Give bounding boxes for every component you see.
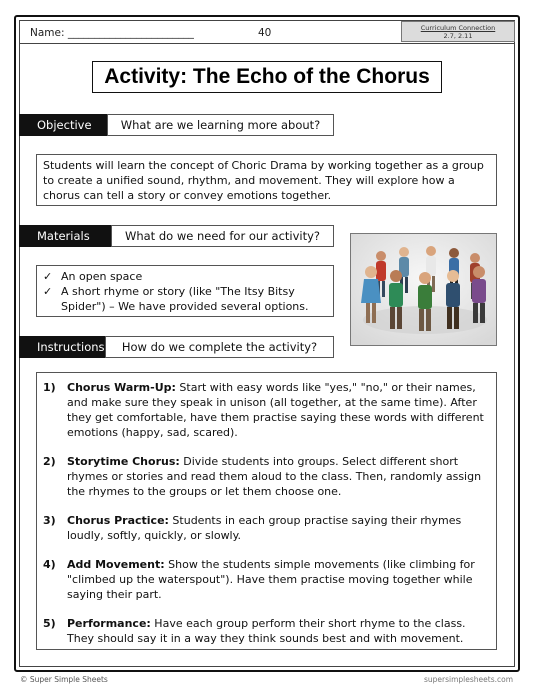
step-title: Storytime Chorus: <box>67 455 180 468</box>
step-text: Show the students simple movements (like climbing for "climbed up the waterspout"). Have them practise moving together while saying their part. <box>67 558 475 601</box>
instruction-step <box>43 454 486 499</box>
children-circle-illustration <box>351 234 497 346</box>
curriculum-codes: 2.7, 2.11 <box>443 32 473 40</box>
step-text: Divide students into groups. Select different short rhymes or stories and read them aloud to the class. Then, randomly assign the rhymes to the groups or let them choose one. <box>67 455 482 498</box>
checkmark-icon: ✓ <box>43 270 53 283</box>
step-number: 2) <box>43 455 56 468</box>
step-title: Chorus Warm-Up: <box>67 381 176 394</box>
instructions-question: How do we complete the activity? <box>105 336 334 358</box>
name-field[interactable]: Name: ________________________ <box>30 27 194 39</box>
material-item: An open space <box>61 270 143 283</box>
step-title: Add Movement: <box>67 558 165 571</box>
list-item <box>43 284 327 314</box>
objective-text: Students will learn the concept of Choric Drama by working together as a group to create a unified sound, rhythm, and movement. They will explore how a chorus can tell a story or convey emotions together. <box>36 154 497 206</box>
header-divider <box>19 43 515 44</box>
page-number: 40 <box>258 27 272 39</box>
instruction-step <box>43 513 486 543</box>
activity-title: Activity: The Echo of the Chorus <box>104 65 430 88</box>
checkmark-icon: ✓ <box>43 285 53 298</box>
objective-label: Objective <box>19 114 107 136</box>
step-text: Have each group perform their short rhyme to the class. They should say it in a way they think sounds best and with movement. <box>67 617 466 645</box>
footer-website-link[interactable]: supersimplesheets.com <box>423 675 513 684</box>
instructions-label: Instructions <box>19 336 105 358</box>
curriculum-connection-title[interactable]: Curriculum Connection <box>420 24 496 32</box>
step-title: Chorus Practice: <box>67 514 169 527</box>
step-number: 4) <box>43 558 56 571</box>
materials-list-box <box>36 265 334 317</box>
step-title: Performance: <box>67 617 151 630</box>
list-item <box>43 269 327 284</box>
instructions-list-box <box>36 372 497 650</box>
materials-question: What do we need for our activity? <box>111 225 334 247</box>
instruction-step <box>43 557 486 602</box>
materials-label: Materials <box>19 225 111 247</box>
curriculum-connection-box <box>401 21 515 42</box>
material-item: A short rhyme or story (like "The Itsy Bitsy Spider") – We have provided several options. <box>61 285 309 313</box>
step-number: 3) <box>43 514 56 527</box>
step-text: Start with easy words like "yes," "no," or their names, and make sure they speak in unison (all together, at the same time). After they get comfortable, have them practise saying these words with different emotions (happy, sad, scared). <box>67 381 484 439</box>
step-number: 5) <box>43 617 56 630</box>
instruction-step <box>43 616 486 646</box>
materials-list <box>43 269 327 314</box>
children-circle-photo <box>350 233 497 346</box>
objective-question: What are we learning more about? <box>107 114 334 136</box>
step-text: Students in each group practise saying their rhymes loudly, softly, quickly, or slowly. <box>67 514 462 542</box>
step-number: 1) <box>43 381 56 394</box>
footer-copyright: © Super Simple Sheets <box>20 675 108 684</box>
instruction-step <box>43 380 486 440</box>
activity-title-box <box>92 61 442 93</box>
